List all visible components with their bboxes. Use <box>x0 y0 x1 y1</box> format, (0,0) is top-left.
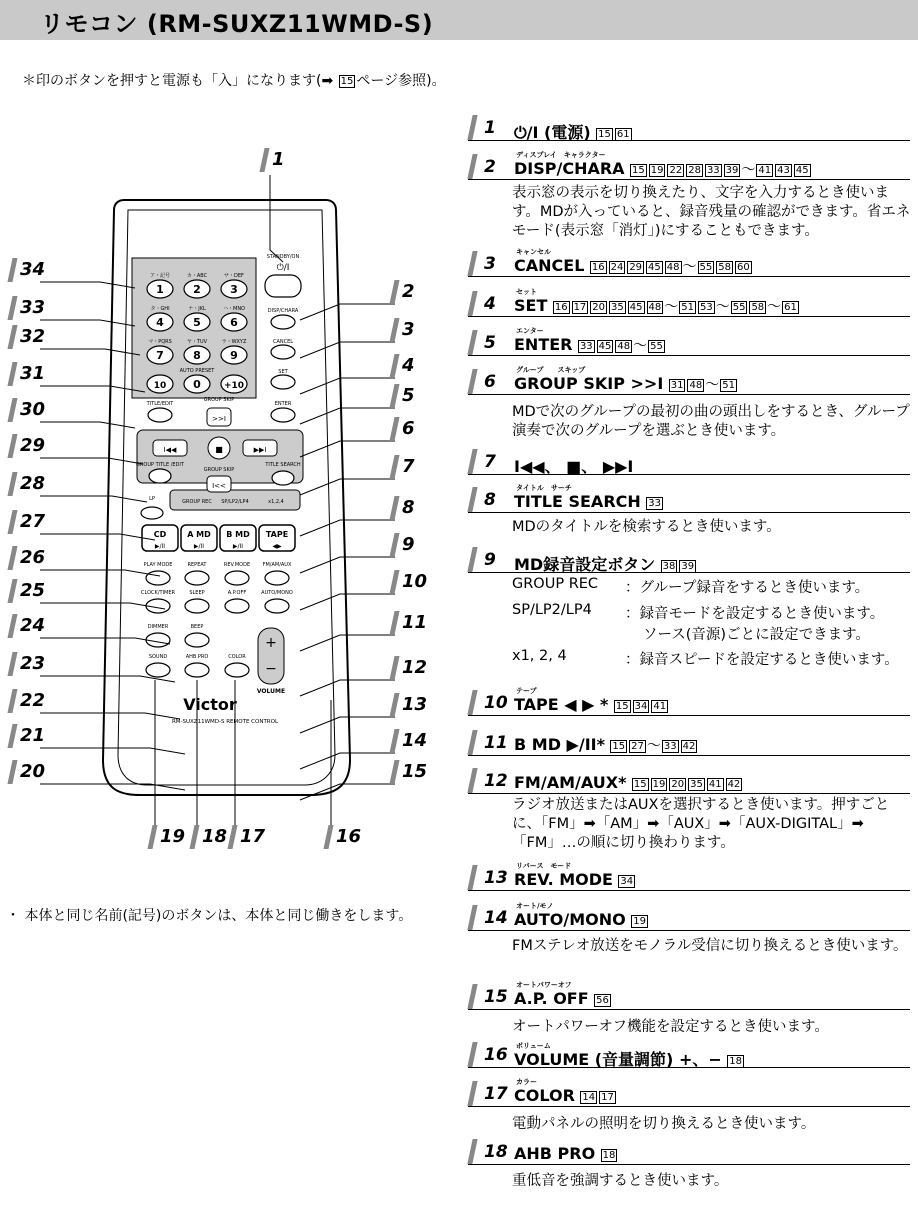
entry-page-refs: 16 17 20 35 45 48 ～ 51 53 ～ 55 58 ～ 61 <box>554 299 797 315</box>
callout-number: 6 <box>402 418 415 439</box>
md-rec-key: x1, 2, 4 <box>512 648 567 664</box>
entry-13 <box>468 862 910 891</box>
set-button <box>271 375 295 389</box>
entry-marker <box>467 905 477 930</box>
entry-ruby: キャンセル <box>516 248 551 256</box>
number-key-label: +10 <box>223 381 245 391</box>
source-label: A MD <box>187 530 211 539</box>
enter-button <box>271 408 295 422</box>
desc-disp-chara: 表示窓の表示を切り換えたり、文字を入力するとき使います。MDが入っていると、録音残量の確認ができます。省エネモード(表示窓「消灯」)にすることもできます。 <box>512 185 911 239</box>
key-sub-label: ハ・MNO <box>223 306 245 312</box>
callout-number: 2 <box>402 281 415 302</box>
entry-title: B MD ▶/II* 15 27 ～ 33 42 <box>514 735 698 755</box>
lp-button <box>141 507 163 519</box>
entry-18 <box>468 1142 910 1165</box>
entry-ruby: ボリューム <box>516 1042 551 1050</box>
number-key-label: 2 <box>193 283 201 296</box>
entry-6 <box>468 366 910 395</box>
entry-ruby: グループ スキップ <box>516 366 586 374</box>
key-sub-label: タ・GHI <box>150 306 170 312</box>
sp-lp-label: SP/LP2/LP4 <box>221 499 249 505</box>
callout-number: 16 <box>336 826 362 847</box>
entry-page-refs: 38 39 <box>662 561 695 572</box>
entry-number: 11 <box>484 733 508 753</box>
function-label: AUTO/MONO <box>261 590 293 596</box>
callout-number: 34 <box>20 259 46 280</box>
group-title-edit-button <box>149 469 171 483</box>
function-button <box>265 571 289 585</box>
same-name-note: ・ 本体と同じ名前(記号)のボタンは、本体と同じ働きをします。 <box>6 908 413 924</box>
callout-number: 18 <box>202 826 228 847</box>
key-sub-label: サ・DEF <box>224 273 244 279</box>
entry-marker <box>467 487 477 512</box>
entry-number: 7 <box>484 452 496 472</box>
entry-number: 2 <box>484 157 496 177</box>
entry-page-refs: 16 24 29 45 48 ～ 55 58 60 <box>591 259 750 275</box>
entry-ruby: エンター <box>516 327 544 335</box>
speed-label: x1,2,4 <box>268 499 284 505</box>
entry-marker <box>467 449 477 474</box>
callout-number: 22 <box>20 690 46 711</box>
entry-page-refs: 15 34 41 <box>615 701 667 712</box>
entry-number: 3 <box>484 254 496 274</box>
entry-page-refs: 34 <box>620 876 634 887</box>
title-edit-label: TITLE/EDIT <box>146 401 174 407</box>
source-icon: ▶/II <box>154 543 166 550</box>
stop-icon: ■ <box>215 445 223 454</box>
group-skip-icon: >>I <box>212 415 226 423</box>
group-skip-back-icon: I<< <box>212 482 226 490</box>
entry-title: エンター ENTER 33 45 48 ～ 55 <box>514 335 666 355</box>
entry-title: オートパワーオフ A.P. OFF 56 <box>514 989 612 1008</box>
entry-title: MD録音設定ボタン 38 39 <box>514 552 697 575</box>
cancel-label: CANCEL <box>272 339 294 345</box>
volume-label: VOLUME <box>256 688 286 695</box>
entry-page-refs: 31 48 ～ 51 <box>670 377 735 393</box>
entry-page-refs: 15 19 22 28 33 39 ～ 41 43 45 <box>632 162 809 178</box>
entry-number: 9 <box>484 550 496 570</box>
md-rec-value: ：録音モードを設定するとき使います。 <box>625 606 885 622</box>
entry-number: 1 <box>484 118 496 138</box>
entry-marker <box>467 1139 477 1164</box>
key-sub-label: ア・記号 <box>149 273 171 279</box>
entry-ruby: リバース モード <box>516 862 572 870</box>
md-rec-value: ：録音スピードを設定するとき使います。 <box>625 652 899 668</box>
number-key-label: 5 <box>193 316 201 329</box>
entry-16 <box>468 1042 910 1069</box>
number-key-label: 4 <box>156 316 164 329</box>
entry-marker <box>467 369 477 394</box>
function-button <box>185 633 209 647</box>
source-label: B MD <box>226 530 250 539</box>
function-label: A.P.OFF <box>227 590 247 596</box>
power-note: ＊印のボタンを押すと電源も「入」になります(➡ 15 ページ参照)。 <box>22 73 446 89</box>
entry-page-refs: 18 <box>602 1150 616 1161</box>
function-button <box>225 599 249 613</box>
entry-number: 18 <box>484 1142 508 1162</box>
brand-logo: Victor <box>183 695 237 714</box>
callout-number: 11 <box>402 612 428 633</box>
page-title: リモコン (RM-SUXZ11WMD-S) <box>40 10 434 38</box>
md-rec-value: ：グループ録音をするとき使います。 <box>625 580 870 596</box>
prev-icon: I◀◀ <box>163 446 177 454</box>
callout-number: 28 <box>20 473 46 494</box>
entry-page-refs: 14 17 <box>582 1092 614 1103</box>
entry-10 <box>468 687 910 716</box>
entry-12 <box>468 771 910 794</box>
group-skip-label: GROUP SKIP <box>203 397 235 403</box>
function-label: AHB PRO <box>185 654 209 660</box>
desc-fm-am-aux: ラジオ放送またはAUXを選択するとき使います。押すごとに、「FM」➡「AM」➡「AUX」➡「AUX-DIGITAL」➡「FM」…の順に切り換わります。 <box>512 797 890 851</box>
function-label: BEEP <box>190 624 204 630</box>
entry-marker <box>467 154 477 179</box>
source-icon: ▶/II <box>193 543 205 550</box>
callout-number: 5 <box>402 385 415 406</box>
entry-title: グループ スキップ GROUP SKIP >>I 31 48 ～ 51 <box>514 374 738 394</box>
entry-number: 8 <box>484 490 496 510</box>
next-icon: ▶▶I <box>253 446 267 454</box>
function-label: SOUND <box>148 654 168 660</box>
disp-button <box>271 315 295 329</box>
callout-number: 31 <box>20 363 46 384</box>
power-icon: ⏻/I <box>276 263 290 273</box>
callout-number: 23 <box>20 653 46 674</box>
function-button <box>265 599 289 613</box>
callout-number: 7 <box>402 456 415 477</box>
entry-number: 6 <box>484 372 496 392</box>
callout-number: 15 <box>402 761 428 782</box>
desc-auto-mono: FMステレオ放送をモノラル受信に切り換えるとき使います。 <box>512 938 908 954</box>
entry-number: 4 <box>484 294 496 314</box>
source-icon: ◀▶ <box>272 543 282 550</box>
entry-11 <box>468 733 910 756</box>
callout-number: 13 <box>402 694 428 715</box>
remote-illustration <box>0 140 460 900</box>
entry-15 <box>468 981 910 1010</box>
callout-number: 19 <box>160 826 186 847</box>
auto-preset-label: AUTO PRESET <box>179 368 215 374</box>
entry-number: 10 <box>484 693 508 713</box>
entry-title: ボリューム VOLUME (音量調節) +、− 18 <box>514 1047 745 1070</box>
entry-number: 15 <box>484 987 508 1007</box>
number-key-label: 1 <box>156 283 164 296</box>
source-label: TAPE <box>265 530 289 539</box>
group-skip-back-label: GROUP SKIP <box>203 467 235 473</box>
entry-ruby: オートパワーオフ <box>516 981 572 989</box>
entry-title: キャンセル CANCEL 16 24 29 45 48 ～ 55 58 60 <box>514 256 753 276</box>
entry-marker <box>467 690 477 715</box>
entry-title: FM/AM/AUX* 15 19 20 35 41 42 <box>514 773 743 792</box>
callout-number: 14 <box>402 730 428 751</box>
number-key-label: 7 <box>156 349 164 362</box>
entry-marker <box>467 865 477 890</box>
entry-title: カラー COLOR 14 17 <box>514 1086 617 1105</box>
entry-7 <box>468 452 910 475</box>
callout-number: 3 <box>402 319 415 340</box>
entry-title: ⏻/I (電源) 15 61 <box>514 120 633 143</box>
number-key-label: 8 <box>193 349 201 362</box>
number-key-label: 10 <box>153 381 167 391</box>
desc-ap-off: オートパワーオフ機能を設定するとき使います。 <box>512 1019 829 1035</box>
entry-marker <box>467 730 477 755</box>
entry-1 <box>468 118 910 141</box>
title-search-label: TITLE SEARCH <box>265 462 301 468</box>
key-sub-label: ナ・JKL <box>188 306 206 312</box>
entry-14 <box>468 902 910 931</box>
desc-ahb-pro: 重低音を強調するとき使います。 <box>512 1173 729 1189</box>
entry-ruby: タイトル サーチ <box>516 484 572 492</box>
function-label: DIMMER <box>147 624 169 630</box>
entry-number: 16 <box>484 1045 508 1065</box>
entry-9 <box>468 550 910 573</box>
entry-page-refs: 15 27 ～ 33 42 <box>612 738 696 754</box>
entry-number: 5 <box>484 333 496 353</box>
entry-page-refs: 33 <box>648 498 661 509</box>
entry-marker <box>467 547 477 572</box>
function-button <box>146 663 170 677</box>
key-sub-label: ヤ・TUV <box>186 339 208 345</box>
entry-ruby: テープ <box>516 687 537 695</box>
desc-title-search: MDのタイトルを検索するとき使います。 <box>512 519 781 535</box>
md-rec-value: ソース(音源)ごとに設定できます。 <box>643 627 870 643</box>
callout-number: 32 <box>20 326 46 347</box>
function-label: REV.MODE <box>223 562 251 568</box>
entry-title: リバース モード REV. MODE 34 <box>514 870 636 889</box>
entry-8 <box>468 484 910 513</box>
entry-title: セット SET 16 17 20 35 45 48 ～ 51 53 ～ 55 58 ～ 61 <box>514 296 800 316</box>
lp-label: LP <box>149 496 155 502</box>
entry-title: ディスプレイ キャラクター DISP/CHARA 15 19 22 28 33 39 ～ 41 43 45 <box>514 159 812 179</box>
callout-number: 12 <box>402 657 428 678</box>
function-label: SLEEP <box>189 590 205 596</box>
callout-number: 10 <box>402 571 428 592</box>
callout-number: 24 <box>20 615 46 636</box>
entry-2 <box>468 151 910 180</box>
desc-group-skip: MDで次のグループの最初の曲の頭出しをするとき、グループ演奏で次のグループを選ぶとき使います。 <box>512 404 910 439</box>
entry-number: 17 <box>484 1084 508 1104</box>
entry-page-refs: 18 <box>729 1056 742 1067</box>
entry-ruby: カラー <box>516 1078 537 1086</box>
entry-number: 12 <box>484 771 508 791</box>
entry-number: 14 <box>484 908 508 928</box>
group-title-edit-label: GROUP TITLE /EDIT <box>136 462 184 468</box>
entry-marker <box>467 1081 477 1106</box>
group-rec-label: GROUP REC <box>182 499 212 505</box>
callout-number: 20 <box>20 761 46 782</box>
callout-number: 21 <box>20 725 46 746</box>
source-icon: ▶/II <box>232 543 244 550</box>
entry-title: タイトル サーチ TITLE SEARCH 33 <box>514 492 664 511</box>
entry-title: テープ TAPE ◀ ▶ * 15 34 41 <box>514 695 669 714</box>
title-edit-button <box>148 408 172 422</box>
function-label: REPEAT <box>187 562 207 568</box>
callout-number: 8 <box>402 497 415 518</box>
entry-5 <box>468 327 910 356</box>
callout-number: 29 <box>20 435 46 456</box>
entry-marker <box>467 330 477 355</box>
entry-page-refs: 56 <box>596 995 609 1006</box>
entry-title: AHB PRO 18 <box>514 1144 618 1163</box>
md-rec-key: GROUP REC <box>512 576 599 592</box>
entry-ruby: ディスプレイ キャラクター <box>516 151 606 159</box>
number-key-label: 3 <box>230 283 238 296</box>
entry-marker <box>467 291 477 316</box>
function-button <box>146 571 170 585</box>
entry-page-refs: 19 <box>633 916 646 927</box>
title-search-button <box>272 471 294 485</box>
callout-number: 33 <box>20 297 46 318</box>
callout-number: 9 <box>402 534 415 555</box>
model-label: RM-SUXZ11WMD-S REMOTE CONTROL <box>171 719 279 725</box>
number-key-label: 6 <box>230 316 238 329</box>
callout-number: 25 <box>20 580 46 601</box>
key-sub-label: マ・PQRS <box>148 339 172 345</box>
key-sub-label: ラ・WXYZ <box>221 339 247 345</box>
function-button <box>225 663 249 677</box>
entry-page-refs: 15 61 <box>598 129 630 140</box>
entry-marker <box>467 984 477 1009</box>
number-key-label: 0 <box>193 378 201 391</box>
standby-button <box>265 275 301 297</box>
source-label: CD <box>153 530 167 539</box>
callout-number: 26 <box>20 547 46 568</box>
function-button <box>185 571 209 585</box>
volume-down-icon: − <box>265 661 277 677</box>
key-sub-label: カ・ABC <box>186 273 208 279</box>
entry-title: オート/モノ AUTO/MONO 19 <box>514 910 649 929</box>
entry-marker <box>467 251 477 276</box>
entry-3 <box>468 248 910 277</box>
desc-color: 電動パネルの照明を切り換えるとき使います。 <box>512 1116 816 1132</box>
set-label: SET <box>278 369 288 375</box>
entry-number: 13 <box>484 868 508 888</box>
function-label: FM/AM/AUX <box>262 562 292 568</box>
entry-marker <box>467 115 477 140</box>
callout-number: 1 <box>272 149 285 170</box>
number-key-label: 9 <box>230 349 238 362</box>
entry-marker <box>467 768 477 793</box>
function-button <box>225 571 249 585</box>
function-label: PLAY MODE <box>143 562 173 568</box>
disp-label: DISP/CHARA <box>267 308 299 314</box>
callout-number: 4 <box>402 355 415 376</box>
function-button <box>185 599 209 613</box>
md-rec-key: SP/LP2/LP4 <box>512 602 592 618</box>
enter-label: ENTER <box>274 401 292 407</box>
entry-page-refs: 33 45 48 ～ 55 <box>579 338 663 354</box>
function-label: COLOR <box>228 654 246 660</box>
entry-4 <box>468 288 910 317</box>
entry-page-refs: 15 19 20 35 41 42 <box>633 779 741 790</box>
function-button <box>185 663 209 677</box>
cancel-button <box>271 345 295 359</box>
function-label: CLOCK/TIMER <box>141 590 175 596</box>
callout-number: 17 <box>240 826 266 847</box>
volume-up-icon: + <box>265 635 277 651</box>
entry-ruby: オート/モノ <box>516 902 554 910</box>
standby-label: STANDBY/ON <box>266 254 300 260</box>
entry-marker <box>467 1042 477 1067</box>
page-header <box>0 0 918 40</box>
callout-number: 27 <box>20 511 46 532</box>
entry-title: I◀◀、 ■、 ▶▶I <box>514 457 634 476</box>
callout-number: 30 <box>20 399 46 420</box>
entry-17 <box>468 1078 910 1107</box>
entry-ruby: セット <box>516 288 537 296</box>
